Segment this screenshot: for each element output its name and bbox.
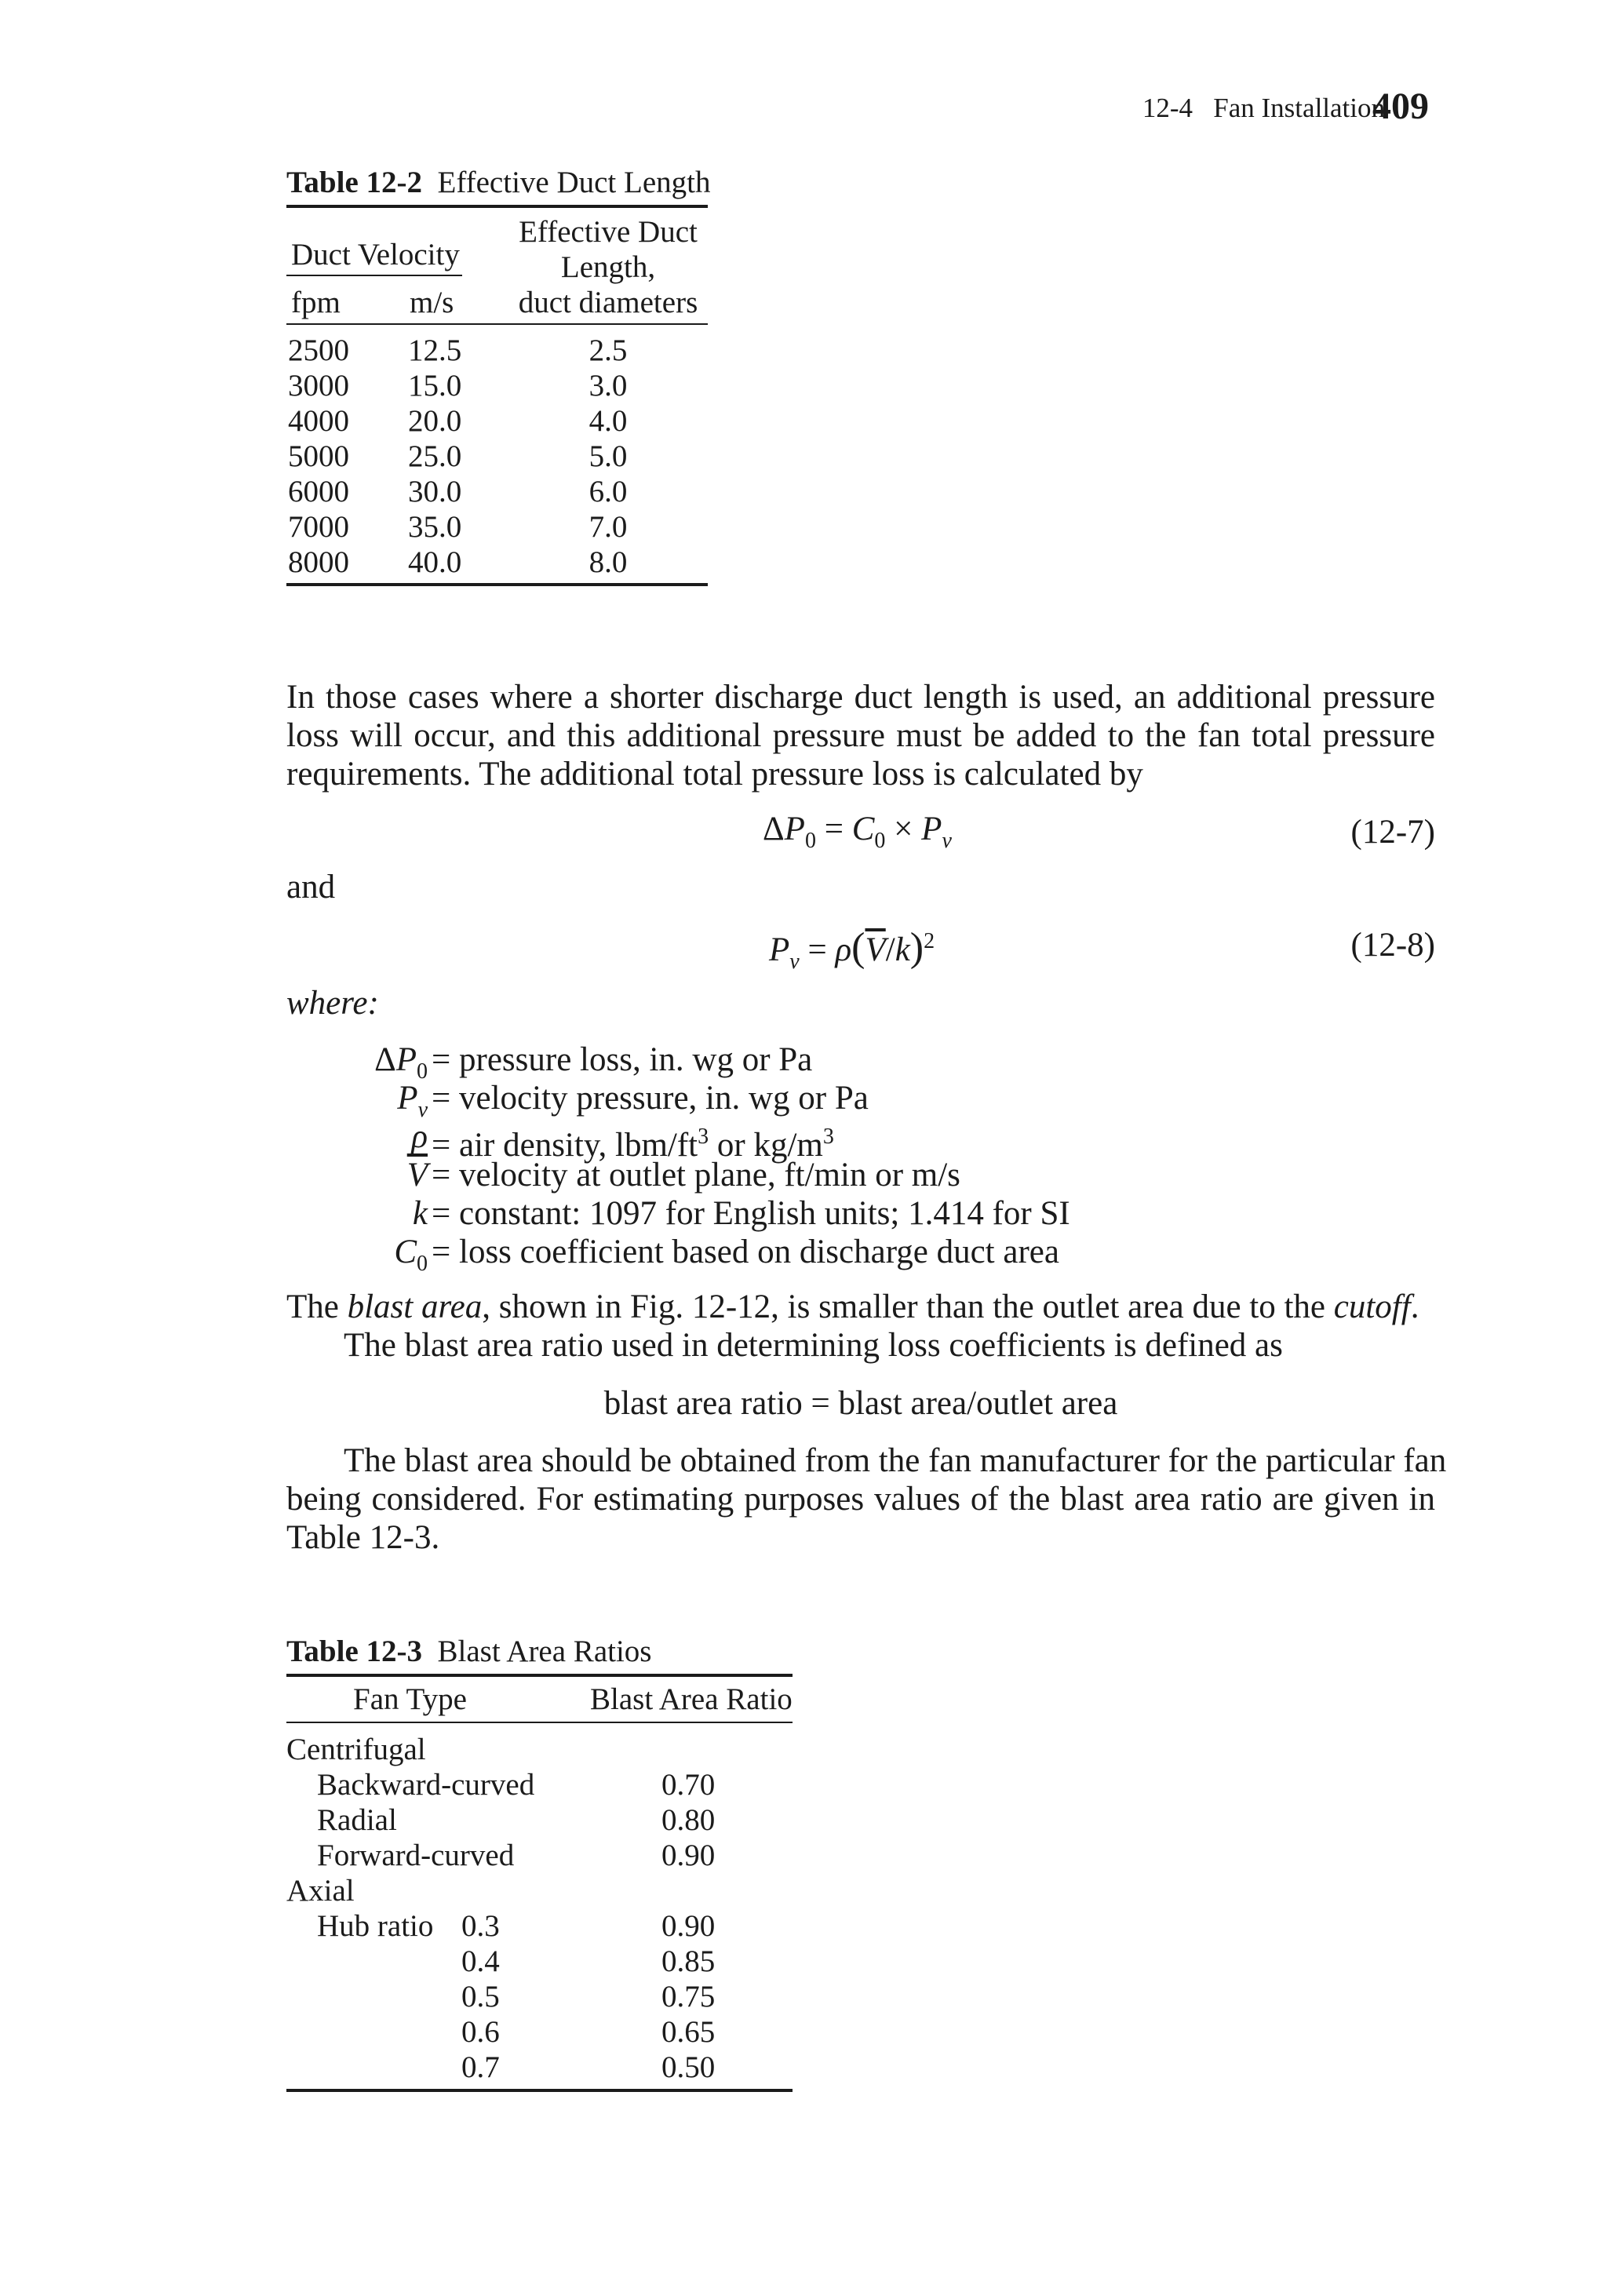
definition-text: = loss coefficient based on discharge duct area xyxy=(432,1234,1059,1270)
term-cutoff: cutoff xyxy=(1333,1288,1411,1325)
definition-text: = velocity pressure, in. wg or Pa xyxy=(432,1080,869,1117)
table-12-3-hub-label: Hub ratio xyxy=(317,1909,434,1943)
paragraph-manufacturer xyxy=(286,1441,1447,1557)
table-row-length: 7.0 xyxy=(589,510,628,544)
table-row-fpm: 4000 xyxy=(288,404,349,438)
equation-12-8-number: (12-8) xyxy=(1350,927,1435,964)
table-row-ms: 40.0 xyxy=(408,545,462,579)
table-12-2-col-eff-3: duct diameters xyxy=(518,286,698,319)
table-12-3-bottom-rule xyxy=(286,2089,793,2092)
definition-text: = air density, lbm/$ft^3$ or $kg/m^3$ xyxy=(432,1124,834,1164)
table-row-hub: 0.3 xyxy=(461,1909,500,1943)
table-row-fpm: 3000 xyxy=(288,369,349,403)
table-12-3-header-rule xyxy=(286,1722,793,1723)
definition-text: = velocity at outlet plane, ft/min or m/s xyxy=(432,1157,960,1194)
equation-12-7: $\Delta P_0 = C_0 \times P_v$ xyxy=(763,811,952,853)
table-row-ratio: 0.65 xyxy=(661,2015,716,2049)
table-row-ms: 25.0 xyxy=(408,439,462,473)
table-row-length: 5.0 xyxy=(589,439,628,473)
table-row-length: 6.0 xyxy=(589,475,628,508)
table-row-ms: 15.0 xyxy=(408,369,462,403)
paragraph-line: In those cases where a shorter discharge duct length is used, an additional pressure xyxy=(286,679,1435,716)
paragraph-text: The xyxy=(286,1288,348,1325)
page-number: 409 xyxy=(1372,86,1429,127)
symbol-delta-p0: $\Delta P_0$ xyxy=(374,1041,428,1084)
table-row-ms: 12.5 xyxy=(408,333,462,367)
table-12-3-col-ratio: Blast Area Ratio xyxy=(590,1682,793,1716)
symbol-c0: $C_0$ xyxy=(394,1234,428,1276)
table-row-fpm: 2500 xyxy=(288,333,349,367)
table-row-length: 2.5 xyxy=(589,333,628,367)
table-row-fpm: 7000 xyxy=(288,510,349,544)
table-12-2-col-ms: m/s xyxy=(410,286,454,319)
table-row-hub: 0.6 xyxy=(461,2015,500,2049)
table-row-length: 8.0 xyxy=(589,545,628,579)
symbol-rho: ρ xyxy=(411,1118,428,1155)
table-12-3-centrifugal: Centrifugal xyxy=(286,1733,426,1766)
paragraph-blast-area-line-2: The blast area ratio used in determining loss coefficients is defined as xyxy=(344,1327,1283,1364)
equation-12-8: $P_v = \rho(\overline{V}/k)^2$ xyxy=(769,925,935,974)
table-12-2-group-underline xyxy=(286,275,462,276)
table-12-2-bottom-rule xyxy=(286,583,708,586)
table-row-ratio: 0.70 xyxy=(661,1768,716,1802)
table-row-hub: 0.4 xyxy=(461,1944,500,1978)
symbol-k: k xyxy=(412,1195,428,1232)
paragraph-line: loss will occur, and this additional pressure must be added to the fan total pressure xyxy=(286,717,1435,754)
and-text: and xyxy=(286,869,336,906)
paragraph-line: requirements. The additional total pressure loss is calculated by xyxy=(286,756,1143,793)
definition-text: = pressure loss, in. wg or Pa xyxy=(432,1041,813,1078)
equation-12-7-number: (12-7) xyxy=(1350,814,1435,851)
table-row-hub: 0.7 xyxy=(461,2050,500,2084)
table-12-2-col-eff-1: Effective Duct xyxy=(519,215,698,249)
paragraph-text: , shown in Fig. 12-12, is smaller than the outlet area due to the xyxy=(482,1288,1334,1325)
table-row-fpm: 6000 xyxy=(288,475,349,508)
table-row-hub: 0.5 xyxy=(461,1980,500,2014)
table-12-3-top-rule xyxy=(286,1674,793,1677)
paragraph-line: being considered. For estimating purposes values of the blast area ratio are given in xyxy=(286,1481,1435,1518)
table-12-2-top-rule xyxy=(286,205,708,208)
table-row-ratio: 0.80 xyxy=(661,1803,716,1837)
table-12-3-title: Blast Area Ratios xyxy=(437,1635,652,1668)
table-12-3-axial: Axial xyxy=(286,1874,355,1908)
paragraph-line: The blast area should be obtained from the fan manufacturer for the particular fan xyxy=(344,1442,1447,1479)
symbol-pv: $P_v$ xyxy=(397,1080,428,1122)
table-row-name: Forward-curved xyxy=(317,1839,515,1872)
table-row-ratio: 0.90 xyxy=(661,1839,716,1872)
table-row-ms: 30.0 xyxy=(408,475,462,508)
table-12-3-col-type: Fan Type xyxy=(353,1682,467,1716)
table-row-ratio: 0.90 xyxy=(661,1909,716,1943)
table-row-ratio: 0.75 xyxy=(661,1980,716,2014)
table-12-2-col-eff-2: Length, xyxy=(560,250,656,284)
paragraph-blast-area xyxy=(286,1288,1419,1326)
definition-text: = constant: 1097 for English units; 1.414 for SI xyxy=(432,1195,1070,1232)
paragraph-line: Table 12-3. xyxy=(286,1519,440,1556)
symbol-definitions xyxy=(326,1040,1110,1276)
table-12-2-group-header: Duct Velocity xyxy=(291,238,460,272)
table-12-3-label: Table 12-3 xyxy=(286,1635,423,1668)
table-12-3-caption xyxy=(286,1634,651,1669)
table-12-2-header-rule xyxy=(286,323,708,325)
symbol-v-bar: $\overline{V}$ xyxy=(406,1157,428,1194)
table-row-name: Radial xyxy=(317,1803,397,1837)
table-12-2-col-fpm: fpm xyxy=(291,286,341,319)
table-12-2-title: Effective Duct Length xyxy=(437,166,711,199)
blast-area-ratio-equation: blast area ratio = blast area/outlet area xyxy=(603,1385,1118,1422)
table-row-fpm: 8000 xyxy=(288,545,349,579)
table-row-length: 3.0 xyxy=(589,369,628,403)
paragraph-text: . xyxy=(1410,1288,1419,1325)
term-blast-area: blast area xyxy=(347,1288,483,1325)
table-row-ms: 20.0 xyxy=(408,404,462,438)
table-row-length: 4.0 xyxy=(589,404,628,438)
table-row-fpm: 5000 xyxy=(288,439,349,473)
paragraph-pressure-loss xyxy=(286,678,1435,793)
table-row-ratio: 0.50 xyxy=(661,2050,716,2084)
where-text: where: xyxy=(286,985,379,1022)
table-row-ratio: 0.85 xyxy=(661,1944,716,1978)
table-12-2-label: Table 12-2 xyxy=(286,166,423,199)
table-row-ms: 35.0 xyxy=(408,510,462,544)
table-row-name: Backward-curved xyxy=(317,1768,535,1802)
table-12-2-caption xyxy=(286,165,711,200)
running-header-section: 12-4 Fan Installation xyxy=(1142,93,1385,123)
